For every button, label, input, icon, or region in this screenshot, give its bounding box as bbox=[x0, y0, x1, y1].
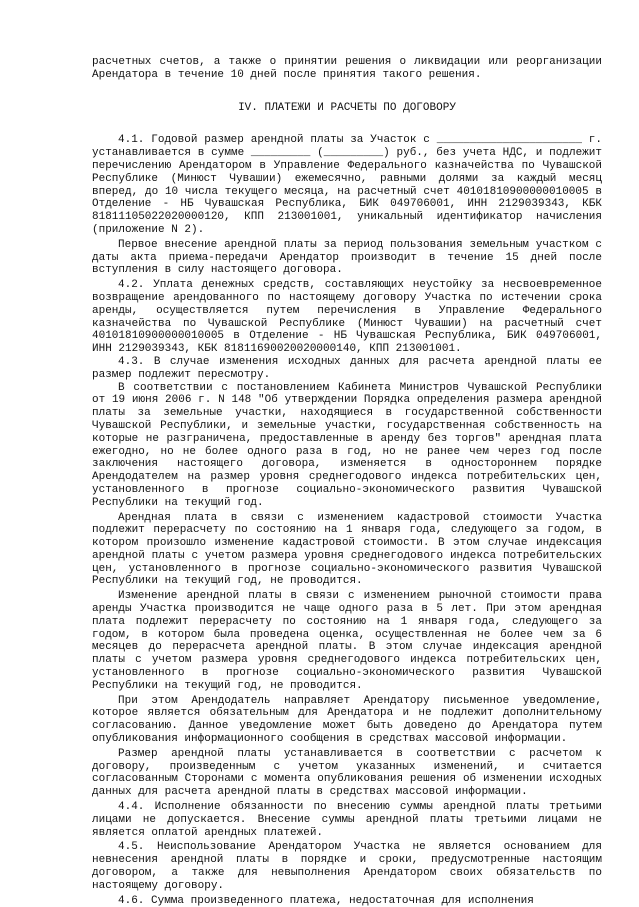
clause-4-2: 4.2. Уплата денежных средств, составляющих неустойку за несвоевременное возвращение арендованного по настоящему договору Участка по истечении срока аренды, осуществляется путем перечисления в Управление Федерального казначейства по Чувашской Республике (Минюст Чувашии) на расчетный счет 40101810900000010005 в Отделение - НБ Чувашская Республика, БИК 049706001, ИНН 2129039343, КБК 81811690020020000140, КПП 213001001. bbox=[92, 279, 602, 356]
clause-4-5: 4.5. Неиспользование Арендатором Участка не является основанием для невнесения арендной платы в порядке и сроки, предусмотренные настоящим договором, а также для невыполнения Арендатором своих обязательств по настоящему договору. bbox=[92, 841, 602, 892]
market-value-paragraph: Изменение арендной платы в связи с изменением рыночной стоимости права аренды Участка производится не чаще одного раза в 5 лет. При этом арендная плата подлежит перерасчету по состоянию на 1 января года, следующего за годом, в котором была проведена оценка, осуществленная не более чем за 6 месяцев до перерасчета арендной платы. В этом случае индексация арендной платы с учетом размера уровня среднегодового индекса потребительских цен, установленного в прогнозе социально-экономического развития Чувашской Республики на текущий год, не проводится. bbox=[92, 590, 602, 692]
section-heading: IV. ПЛАТЕЖИ И РАСЧЕТЫ ПО ДОГОВОРУ bbox=[238, 101, 456, 114]
top-fragment-paragraph: расчетных счетов, а также о принятии решения о ликвидации или реорганизации Арендатора в течение 10 дней после принятия такого решения. bbox=[92, 56, 602, 81]
notification-paragraph: При этом Арендодатель направляет Арендатору письменное уведомление, которое является обязательным для Арендатора и не подлежит дополнительному согласованию. Данное уведомление может быть доведено до Арендатора путем опубликования информационного сообщения в средствах массовой информации. bbox=[92, 694, 602, 746]
cabinet-resolution-paragraph: В соответствии с постановлением Кабинета Министров Чувашской Республики от 19 июня 2006 г. N 148 "Об утверждении Порядка определения размера арендной платы за земельные участки, находящиеся в государственной собственности Чувашской Республики, и земельные участки, государственная собственность на которые не разграничена, предоставленные в аренду без торгов" арендная плата ежегодно, но не более одного раза в год, но не ранее чем через год после заключения настоящего договора, изменяется в одностороннем порядке Арендодателем на размер уровня среднегодового индекса потребительских цен, установленного в прогнозе социально-экономического развития Чувашской Республики на текущий год. bbox=[92, 381, 602, 509]
document-body bbox=[92, 56, 602, 907]
first-payment-paragraph: Первое внесение арендной платы за период пользования земельным участком с даты акта приема-передачи Арендатор производит в течение 15 дней после вступления в силу настоящего договора. bbox=[92, 238, 602, 277]
clause-4-3: 4.3. В случае изменения исходных данных для расчета арендной платы ее размер подлежит пересмотру. bbox=[92, 355, 602, 381]
clause-4-1: 4.1. Годовой размер арендной платы за Участок с ______________________ г. устанавливается в сумме _________ (_________) руб., без учета НДС, и подлежит перечислению Арендатором в Управление Федерального казначейства по Чувашской Республике (Минюст Чувашии) ежемесячно, равными долями за каждый месяц вперед, до 10 числа текущего месяца, на расчетный счет 40101810900000010005 в Отделение - НБ Чувашская Республика, БИК 049706001, ИНН 2129039343, КБК 81811105022020000120, КПП 213001001, уникальный идентификатор начисления (приложение N 2). bbox=[92, 134, 602, 236]
cadastral-value-paragraph: Арендная плата в связи с изменением кадастровой стоимости Участка подлежит перерасчету по состоянию на 1 января года, следующего за годом, в котором произошло изменение кадастровой стоимости. В этом случае индексация арендной платы с учетом размера уровня среднегодового индекса потребительских цен, установленного в прогнозе социально-экономического развития Чувашской Республики на текущий год, не проводится. bbox=[92, 511, 602, 588]
clause-4-6: 4.6. Сумма произведенного платежа, недостаточная для исполнения bbox=[118, 894, 534, 907]
clause-4-4: 4.4. Исполнение обязанности по внесению суммы арендной платы третьими лицами не допускается. Внесение суммы арендной платы третьими лицами не является оплатой арендных платежей. bbox=[92, 801, 602, 839]
agreed-rent-paragraph: Размер арендной платы устанавливается в соответствии с расчетом к договору, произведенным с учетом указанных изменений, и считается согласованным Сторонами с момента опубликования решения об изменении исходных данных для расчета арендной платы в средствах массовой информации. bbox=[92, 747, 602, 799]
